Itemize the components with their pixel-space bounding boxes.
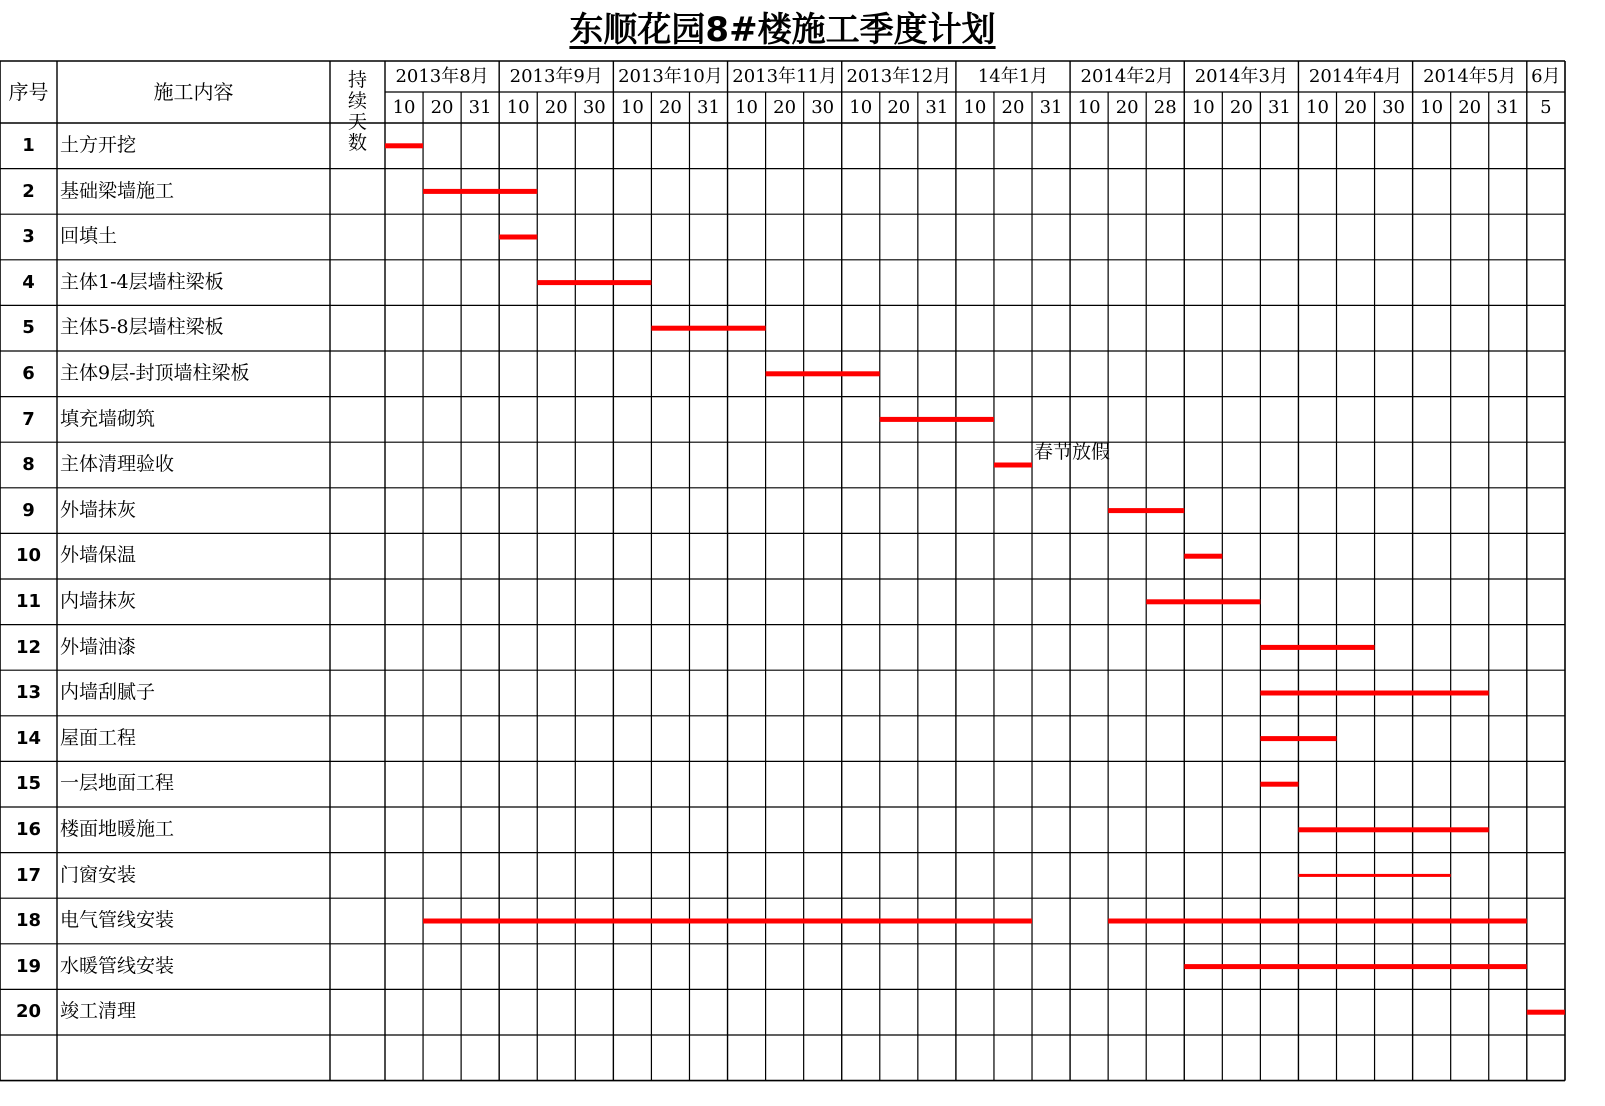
task-name: 主体1-4层墙柱梁板 [60, 270, 224, 293]
task-bar [994, 463, 1032, 468]
task-bar [1184, 554, 1222, 559]
task-number: 6 [22, 363, 35, 384]
task-bar [423, 919, 1032, 924]
day-label: 10 [963, 97, 987, 118]
day-label: 30 [811, 97, 835, 118]
task-name: 楼面地暖施工 [60, 818, 175, 840]
day-label: 5 [1540, 97, 1552, 118]
task-name: 回填土 [60, 225, 118, 248]
month-label: 6月 [1531, 66, 1561, 87]
task-bar [1298, 827, 1488, 832]
month-label: 14年1月 [977, 66, 1049, 87]
task-name: 一层地面工程 [60, 772, 175, 795]
task-bar [1108, 919, 1527, 924]
task-bar [1260, 645, 1374, 650]
month-label: 2014年5月 [1423, 66, 1517, 87]
month-label: 2013年12月 [846, 66, 952, 87]
task-bar [1108, 508, 1184, 513]
day-label: 20 [887, 97, 911, 118]
header-seq: 序号 [8, 80, 49, 104]
day-label: 31 [1496, 97, 1520, 118]
task-name: 屋面工程 [60, 726, 137, 749]
task-name: 主体清理验收 [60, 453, 175, 476]
day-label: 10 [849, 97, 873, 118]
task-bar [651, 326, 765, 331]
task-bar [880, 417, 994, 422]
day-label: 31 [697, 97, 720, 118]
task-name: 外墙保温 [60, 544, 137, 567]
task-bar [423, 189, 537, 194]
task-bar [1298, 874, 1450, 877]
day-label: 20 [773, 97, 797, 118]
task-bar [1146, 599, 1260, 604]
month-label: 2013年10月 [618, 66, 723, 87]
task-number: 11 [15, 591, 42, 612]
task-number: 4 [22, 271, 35, 293]
task-name: 主体9层-封顶墙柱梁板 [60, 362, 250, 384]
task-number: 7 [22, 408, 35, 430]
day-label: 10 [1191, 97, 1215, 118]
day-label: 10 [735, 97, 758, 118]
task-name: 门窗安装 [60, 863, 137, 886]
month-label: 2013年9月 [509, 66, 603, 87]
day-label: 30 [1382, 97, 1406, 118]
day-label: 31 [468, 97, 492, 118]
day-label: 20 [1229, 97, 1253, 118]
task-name: 填充墙砌筑 [60, 407, 156, 430]
task-number: 19 [15, 955, 42, 977]
day-label: 10 [1420, 97, 1444, 118]
day-label: 10 [392, 97, 416, 118]
holiday-note: 春节放假 [1034, 441, 1111, 464]
task-name: 土方开挖 [60, 134, 137, 156]
page-title: 东顺花园8#楼施工季度计划 [569, 10, 996, 50]
task-bar [385, 143, 423, 148]
task-bar [766, 371, 880, 376]
month-label: 2013年8月 [395, 66, 489, 87]
day-label: 30 [582, 97, 606, 118]
day-label: 10 [1306, 97, 1329, 118]
header-duration: 持续天数 [347, 69, 367, 154]
task-name: 竣工清理 [60, 1000, 137, 1023]
task-name: 内墙刮腻子 [60, 681, 156, 704]
task-number: 12 [15, 636, 42, 658]
task-number: 3 [22, 226, 35, 248]
day-label: 31 [1267, 97, 1291, 118]
day-label: 20 [1001, 97, 1025, 118]
header-content: 施工内容 [153, 80, 234, 104]
task-bar [1260, 736, 1336, 741]
month-label: 2014年3月 [1194, 66, 1288, 87]
day-label: 20 [658, 97, 682, 118]
task-name: 电气管线安装 [60, 909, 175, 932]
task-number: 9 [22, 499, 35, 521]
day-label: 10 [620, 97, 644, 118]
task-name: 外墙抹灰 [60, 498, 137, 521]
day-label: 20 [1344, 97, 1367, 118]
task-number: 20 [15, 1001, 42, 1023]
task-bar [499, 235, 537, 240]
task-number: 2 [22, 180, 35, 202]
day-label: 20 [430, 97, 454, 118]
day-label: 28 [1153, 97, 1177, 118]
month-label: 2014年4月 [1308, 66, 1403, 87]
task-number: 13 [15, 682, 42, 704]
task-bar [1260, 782, 1298, 787]
day-label: 20 [1458, 97, 1482, 118]
task-name: 基础梁墙施工 [60, 179, 175, 202]
task-bar [1527, 1010, 1565, 1015]
task-number: 5 [22, 317, 35, 339]
day-label: 10 [1077, 97, 1101, 118]
day-label: 20 [544, 97, 568, 118]
day-label: 31 [925, 97, 949, 118]
task-number: 15 [15, 773, 42, 795]
task-number: 16 [15, 819, 42, 840]
task-bar [537, 280, 651, 285]
day-label: 20 [1115, 97, 1139, 118]
task-bar [1260, 691, 1488, 696]
day-label: 31 [1039, 97, 1063, 118]
task-name: 外墙油漆 [60, 635, 137, 658]
task-bar [1184, 964, 1527, 969]
month-label: 2013年11月 [732, 66, 837, 87]
month-label: 2014年2月 [1080, 66, 1174, 87]
task-name: 水暖管线安装 [60, 954, 175, 977]
task-name: 主体5-8层墙柱梁板 [60, 316, 224, 339]
task-number: 18 [15, 910, 42, 932]
task-name: 内墙抹灰 [60, 590, 137, 612]
task-number: 8 [22, 454, 35, 476]
task-number: 17 [15, 864, 42, 886]
task-number: 14 [15, 727, 42, 749]
day-label: 10 [506, 97, 530, 118]
task-number: 1 [22, 135, 35, 156]
task-number: 10 [15, 545, 42, 567]
